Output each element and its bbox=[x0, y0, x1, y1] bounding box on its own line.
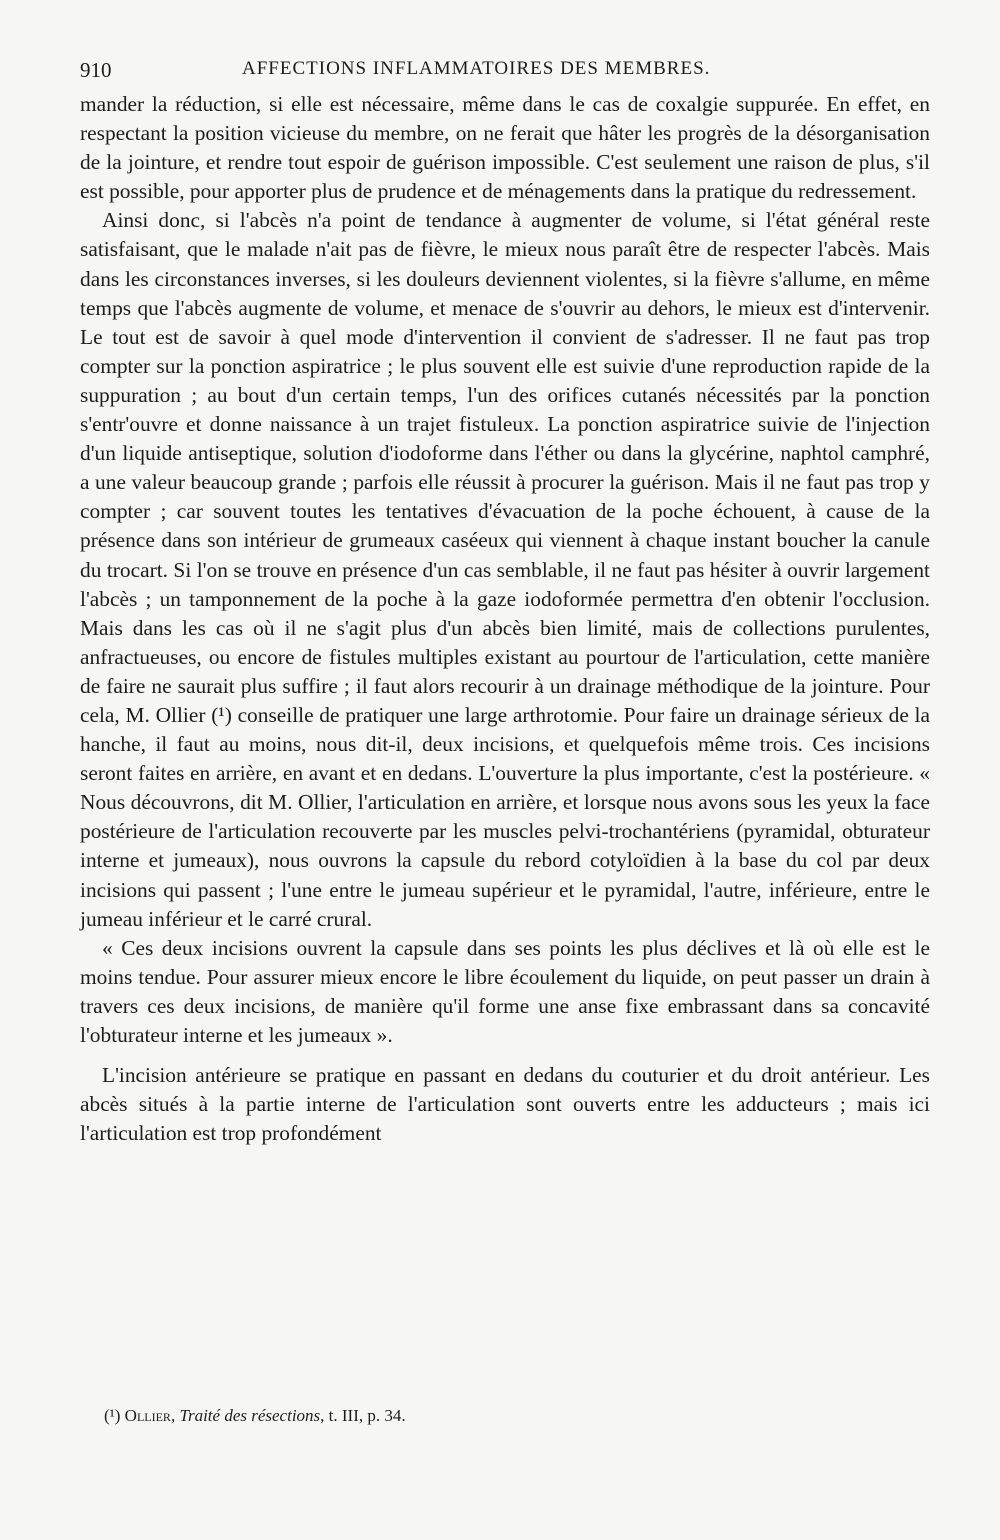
paragraph-continuation: mander la réduction, si elle est nécessaire, même dans le cas de coxalgie suppurée. En effet, en respectant la position vicieuse du membre, on ne ferait que hâter les progrès de la désorganisation de la jointure, et rendre tout espoir de guérison impossible. C'est seulement une raison de plus, s'il est possible, pour apporter plus de prudence et de ménagements dans la pratique du redressement. bbox=[80, 92, 930, 204]
paragraph: L'incision antérieure se pratique en passant en dedans du couturier et du droit antérieur. Les abcès situés à la partie interne de l'articulation sont ouverts entre les adducteurs ; mais ici l'articulation est trop profondément bbox=[80, 1063, 930, 1146]
paragraph: Ainsi donc, si l'abcès n'a point de tendance à augmenter de volume, si l'état général reste satisfaisant, que le malade n'ait pas de fièvre, le mieux nous paraît être de respecter l'abcès. Mais dans les circonstances inverses, si les douleurs deviennent violentes, si la fièvre s'allume, en même temps que l'abcès augmente de volume, et menace de s'ouvrir au dehors, le mieux est d'intervenir. Le tout est de savoir à quel mode d'intervention il convient de s'adresser. Il ne faut pas trop compter sur la ponction aspiratrice ; le plus souvent elle est suivie d'une reproduction rapide de la suppuration ; au bout d'un certain temps, l'un des orifices cutanés nécessités par la ponction s'entr'ouvre et donne naissance à un trajet fistuleux. La ponction aspiratrice suivie de l'injection d'un liquide antiseptique, solution d'iodoforme dans l'éther ou dans la glycérine, naphtol camphré, a une valeur beaucoup grande ; parfois elle réussit à procurer la guérison. Mais il ne faut pas trop y compter ; car souvent toutes les tentatives d'évacuation de la poche échouent, à cause de la présence dans son intérieur de grumeaux caséeux qui viennent à chaque instant boucher la canule du trocart. Si l'on se trouve en présence d'un cas semblable, il ne faut pas hésiter à ouvrir largement l'abcès ; un tamponnement de la poche à la gaze iodoformée permettra d'en obtenir l'occlusion. Mais dans les cas où il ne s'agit plus d'un abcès bien limité, mais de collections purulentes, anfractueuses, ou encore de fistules multiples existant au pourtour de l'articulation, cette manière de faire ne saurait plus suffire ; il faut alors recourir à un drainage méthodique de la jointure. Pour cela, M. Ollier (¹) conseille de pratiquer une large arthrotomie. Pour faire un drainage sérieux de la hanche, il faut au moins, nous dit-il, deux incisions, et quelquefois même trois. Ces incisions seront faites en arrière, en avant et en dedans. L'ouverture la plus importante, c'est la postérieure. « Nous découvrons, dit M. Ollier, l'articulation en arrière, et lorsque nous avons sous les yeux la face postérieure de l'articulation recouverte par les muscles pelvi-trochantériens (pyramidal, obturateur interne et jumeaux), nous ouvrons la capsule du rebord cotyloïdien à la base du col par deux incisions qui passent ; l'une entre le jumeau supérieur et le pyramidal, l'autre, inférieure, entre le jumeau inférieur et le carré crural. bbox=[80, 208, 930, 931]
footnote bbox=[104, 1406, 406, 1426]
footnote-marker: (¹) bbox=[104, 1406, 121, 1425]
footnote-author: Ollier, bbox=[124, 1406, 176, 1425]
paragraph-quotation: « Ces deux incisions ouvrent la capsule dans ses points les plus déclives et là où elle est le moins tendue. Pour assurer mieux encore le libre écoulement du liquide, on peut passer un drain à travers ces deux incisions, de manière qu'il forme une anse fixe embrassant dans sa concavité l'obturateur interne et les jumeaux ». bbox=[80, 935, 930, 1047]
page-number: 910 bbox=[80, 58, 112, 82]
footnote-title: Traité des résections, bbox=[179, 1406, 325, 1425]
running-title: AFFECTIONS INFLAMMATOIRES DES MEMBRES. bbox=[242, 58, 711, 79]
body-text bbox=[80, 90, 930, 1148]
footnote-reference: t. III, p. 34. bbox=[328, 1406, 406, 1425]
